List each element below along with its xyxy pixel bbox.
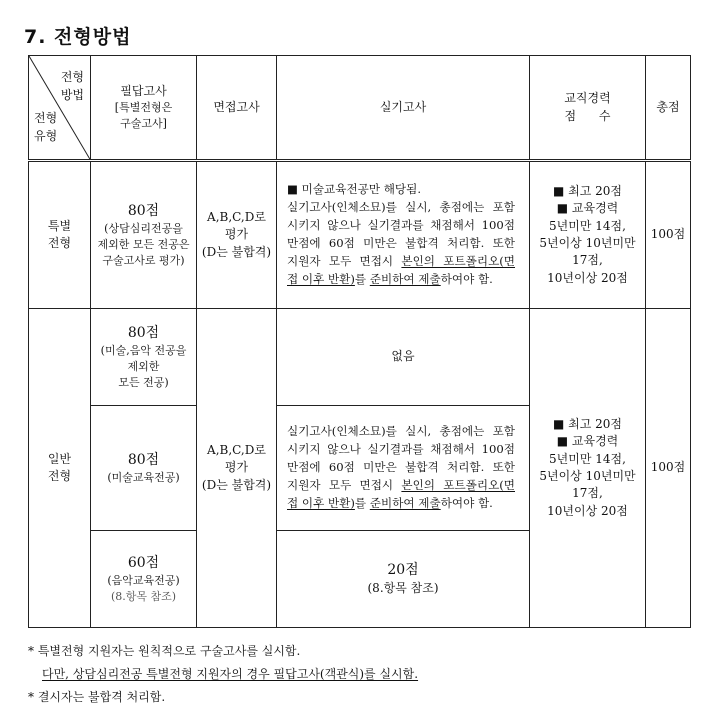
general-music-practical-cell: 20점 (8.항목 참조) [277,531,530,628]
special-total-cell: 100점 [646,161,691,309]
corner-type-label: 전형 유형 [34,111,58,143]
footnote-1: * 특별전형 지원자는 원칙적으로 구술고사를 실시함. [28,644,301,658]
special-written-cell: 80점 (상담심리전공을 제외한 모든 전공은 구술고사로 평가) [91,161,197,309]
special-interview-cell: A,B,C,D로 평가 (D는 불합격) [197,161,277,309]
header-interview: 면접고사 [197,56,277,161]
header-total: 총점 [646,56,691,161]
general-career-cell: ■ 최고 20점 ■ 교육경력 5년미만 14점, 5년이상 10년미만 17점, 10년이상 20점 [530,309,646,628]
corner-header-cell [29,56,91,161]
corner-method-label: 전형 방법 [60,70,84,102]
special-practical-cell: ■ 미술교육전공만 해당됨. 실기고사(인체소묘)를 실시, 총점에는 포함 시키지 않으나 실기결과를 채점해서 100점 만점에 60점 미만은 불합격 처리함. 또한 지원자 모두 면접시 본인의 포트폴리오(면 접 이후 반환)를 준비하여 제출하여야 함. [277,161,530,309]
general-practical-none-cell: 없음 [277,309,530,406]
general-row-1 [29,309,691,406]
header-practical: 실기고사 [277,56,530,161]
section-title: 7. 전형방법 [24,26,132,48]
special-career-cell: ■ 최고 20점 ■ 교육경력 5년미만 14점, 5년이상 10년미만 17점, 10년이상 20점 [530,161,646,309]
header-written-exam: 필답고사 [특별전형은 구술고사] [91,56,197,161]
footnotes [28,640,708,708]
general-total-cell: 100점 [646,309,691,628]
general-type-cell: 일반 전형 [29,309,91,628]
footnote-3: * 결시자는 불합격 처리함. [28,689,166,704]
footnote-2: 다만, 상담심리전공 특별전형 지원자의 경우 필답고사(객관식)를 실시함. [42,666,419,681]
header-career-score: 교직경력 점 수 [530,56,646,161]
special-admission-row [29,161,691,309]
selection-method-table [28,55,691,628]
table-header-row [29,56,691,161]
special-type-cell: 특별 전형 [29,161,91,309]
general-practical-cell: 실기고사(인체소묘)를 실시, 총점에는 포함 시키지 않으나 실기결과를 채점해서 100점 만점에 60점 미만은 불합격 처리함. 또한 지원자 모두 면접시 본인의 포트폴리오(면 접 이후 반환)를 준비하여 제출하여야 함. [277,406,530,531]
general-written-cell-2: 80점 (미술교육전공) [91,406,197,531]
general-interview-cell: A,B,C,D로 평가 (D는 불합격) [197,309,277,628]
general-written-cell-3: 60점 (음악교육전공) (8.항목 참조) [91,531,197,628]
general-written-cell-1: 80점 (미술,음악 전공을 제외한 모든 전공) [91,309,197,406]
